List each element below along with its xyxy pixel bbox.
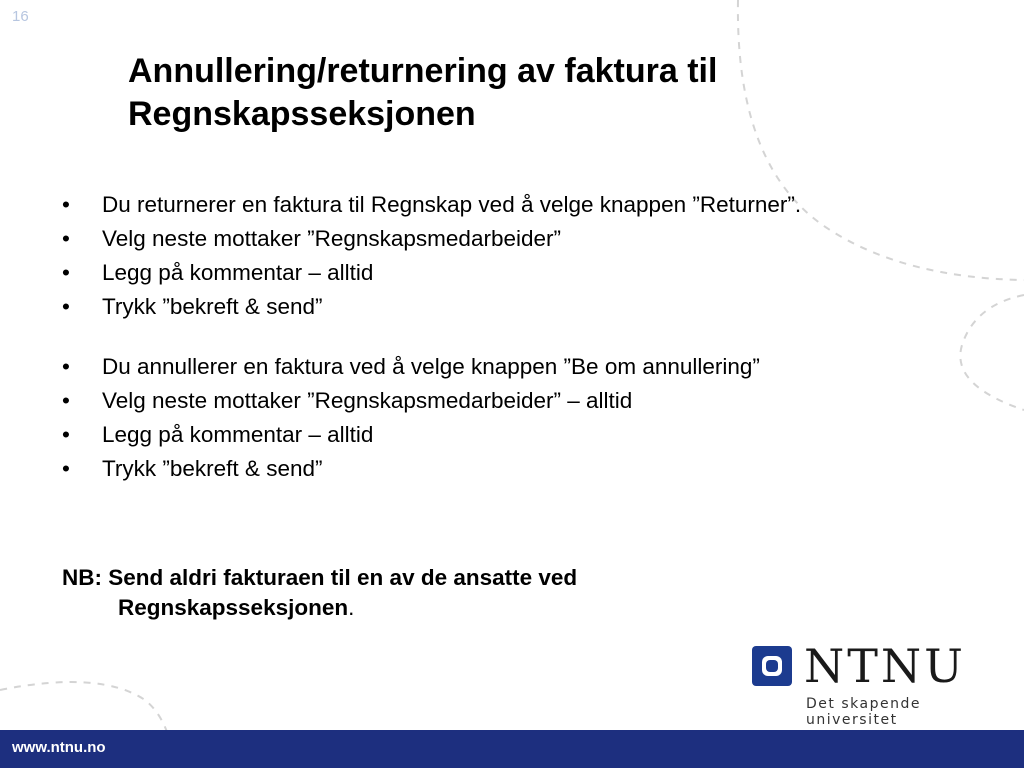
bullet-item: • Legg på kommentar – alltid: [60, 422, 960, 448]
bullet-item: • Trykk ”bekreft & send”: [60, 294, 960, 320]
ntnu-tagline: Det skapende universitet: [806, 696, 921, 728]
slide-number: 16: [12, 8, 29, 25]
ntnu-wordmark: NTNU: [804, 639, 966, 693]
ntnu-logo-icon: [752, 646, 792, 686]
footer-bar: [0, 730, 1024, 768]
bullet-item: • Velg neste mottaker ”Regnskapsmedarbeider” – alltid: [60, 388, 960, 414]
bullet-list: [60, 192, 960, 490]
note: [62, 563, 862, 623]
note-line-2-suffix: .: [348, 595, 355, 620]
footer-url[interactable]: www.ntnu.no: [12, 739, 106, 756]
note-line-1: NB: Send aldri fakturaen til en av de ansatte ved: [62, 565, 578, 590]
note-line-2: Regnskapsseksjonen: [118, 595, 349, 620]
bullet-item: • Velg neste mottaker ”Regnskapsmedarbeider”: [60, 226, 960, 252]
slide-title: [128, 50, 928, 136]
bullet-item: • Trykk ”bekreft & send”: [60, 456, 960, 482]
bullet-item: • Du annullerer en faktura ved å velge knappen ”Be om annullering”: [60, 354, 960, 380]
ntnu-logo: [752, 639, 1002, 728]
slide-title-line-1: Annullering/returnering av faktura til: [128, 52, 718, 90]
note-line-2-wrap: [62, 593, 862, 623]
slide-title-line-2: Regnskapsseksjonen: [128, 95, 476, 133]
bullet-item: • Du returnerer en faktura til Regnskap ved å velge knappen ”Returner”.: [60, 192, 960, 218]
bullet-item: • Legg på kommentar – alltid: [60, 260, 960, 286]
